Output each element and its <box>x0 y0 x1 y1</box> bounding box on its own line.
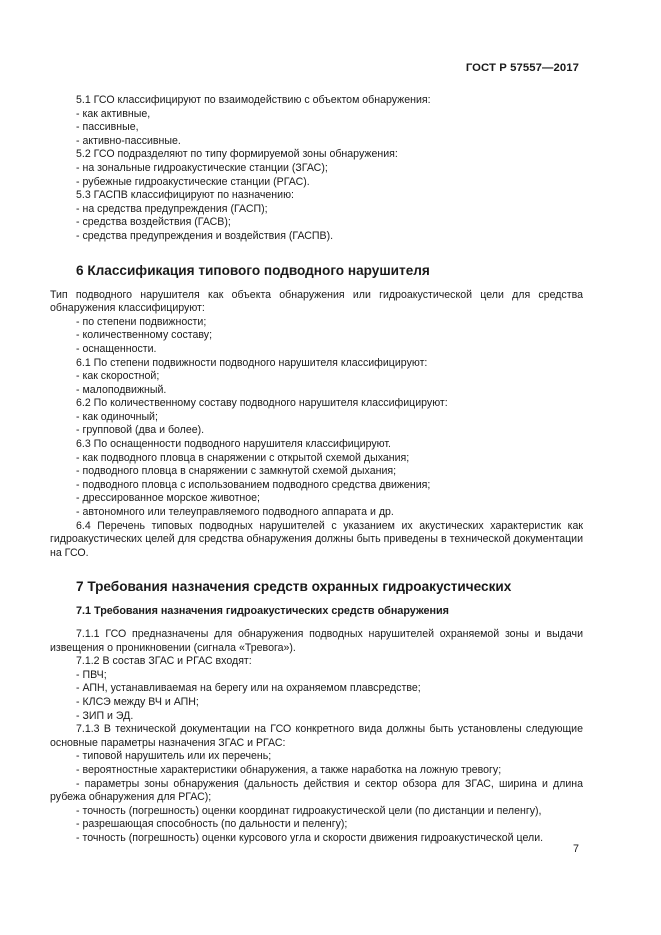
text-line: 7.1.2 В состав ЗГАС и РГАС входят: <box>76 655 252 668</box>
list-item: - средства воздействия (ГАСВ); <box>76 216 231 229</box>
list-item: - пассивные, <box>76 121 139 134</box>
page-content <box>50 94 583 846</box>
list-item: - КЛСЭ между ВЧ и АПН; <box>76 695 199 708</box>
list-item: - ПВЧ; <box>76 668 107 681</box>
section6-heading: 6 Классификация типового подводного нарушителя <box>76 262 430 278</box>
list-item: - разрешающая способность (по дальности и пеленгу); <box>76 818 348 831</box>
text-line: 6.2 По количественному составу подводного нарушителя классифицируют: <box>76 397 448 410</box>
list-item: - на средства предупреждения (ГАСП); <box>76 202 268 215</box>
list-item: - средства предупреждения и воздействия (ГАСПВ). <box>76 229 334 242</box>
list-item: - вероятностные характеристики обнаружения, а также наработка на ложную тревогу; <box>76 763 502 776</box>
list-item: - подводного пловца в снаряжении с замкнутой схемой дыхания; <box>76 465 397 478</box>
list-item: - подводного пловца с использованием подводного средства движения; <box>76 478 431 491</box>
text-line: 5.2 ГСО подразделяют по типу формируемой зоны обнаружения: <box>76 148 398 161</box>
list-item: - точность (погрешность) оценки координат гидроакустической цели (по дистанции и пеленгу), <box>76 804 542 817</box>
list-item: - по степени подвижности; <box>76 315 207 328</box>
list-item: - как подводного пловца в снаряжении с открытой схемой дыхания; <box>76 451 410 464</box>
paragraph-6-4: 6.4 Перечень типовых подводных нарушителей с указанием их акустических характеристик как гидроакустических целей для средства обнаружения должны быть приведены в технической документации на ГСО. <box>50 519 583 559</box>
list-item: - малоподвижный. <box>76 383 167 396</box>
list-item: - параметры зоны обнаружения (дальность действия и сектор обзора для ЗГАС, ширина и длина рубежа обнаружения для РГАС); <box>50 777 583 804</box>
list-item: - ЗИП и ЭД. <box>76 709 134 722</box>
text-line: 5.3 ГАСПВ классифицируют по назначению: <box>76 189 294 202</box>
document-id-header: ГОСТ Р 57557—2017 <box>465 62 579 74</box>
list-item: - как одиночный; <box>76 410 158 423</box>
page-number: 7 <box>572 843 579 855</box>
text-line: 6.3 По оснащенности подводного нарушителя классифицируют. <box>76 438 391 451</box>
list-item: - на зональные гидроакустические станции (ЗГАС); <box>76 161 328 174</box>
list-item: - активно-пассивные. <box>76 134 181 147</box>
list-item: - типовой нарушитель или их перечень; <box>76 750 272 763</box>
list-item: - рубежные гидроакустические станции (РГАС). <box>76 175 310 188</box>
text-line: 5.1 ГСО классифицируют по взаимодействию с объектом обнаружения: <box>76 94 431 106</box>
paragraph-7-1-3: 7.1.3 В технической документации на ГСО конкретного вида должны быть установлены следующие основные параметры назначения ЗГАС и РГАС: <box>50 723 583 749</box>
text-line: 6.1 По степени подвижности подводного нарушителя классифицируют: <box>76 356 428 369</box>
list-item: - АПН, устанавливаемая на берегу или на охраняемом плавсредстве; <box>76 682 421 695</box>
section6-intro: Тип подводного нарушителя как объекта обнаружения или гидроакустической цели для средства обнаружения классифицируют: <box>50 288 583 315</box>
section5-continuation <box>50 94 583 244</box>
list-item: - автономного или телеуправляемого подводного аппарата и др. <box>76 506 394 519</box>
paragraph-7-1-1: 7.1.1 ГСО предназначены для обнаружения подводных нарушителей охраняемой зоны и выдачи извещения о проникновении (сигнала «Тревога»). <box>50 628 583 654</box>
list-item: - точность (погрешность) оценки курсового угла и скорости движения гидроакустической цели. <box>76 831 544 844</box>
list-item: - количественному составу; <box>76 329 213 342</box>
list-item: - как активные, <box>76 107 151 120</box>
subsection-7-1-heading: 7.1 Требования назначения гидроакустических средств обнаружения <box>76 605 449 618</box>
list-item: - как скоростной; <box>76 370 160 383</box>
list-item: - групповой (два и более). <box>76 424 205 437</box>
section7-heading: 7 Требования назначения средств охранных гидроакустических <box>76 579 512 595</box>
list-item: - оснащенности. <box>76 342 157 355</box>
list-item: - дрессированное морское животное; <box>76 492 261 505</box>
